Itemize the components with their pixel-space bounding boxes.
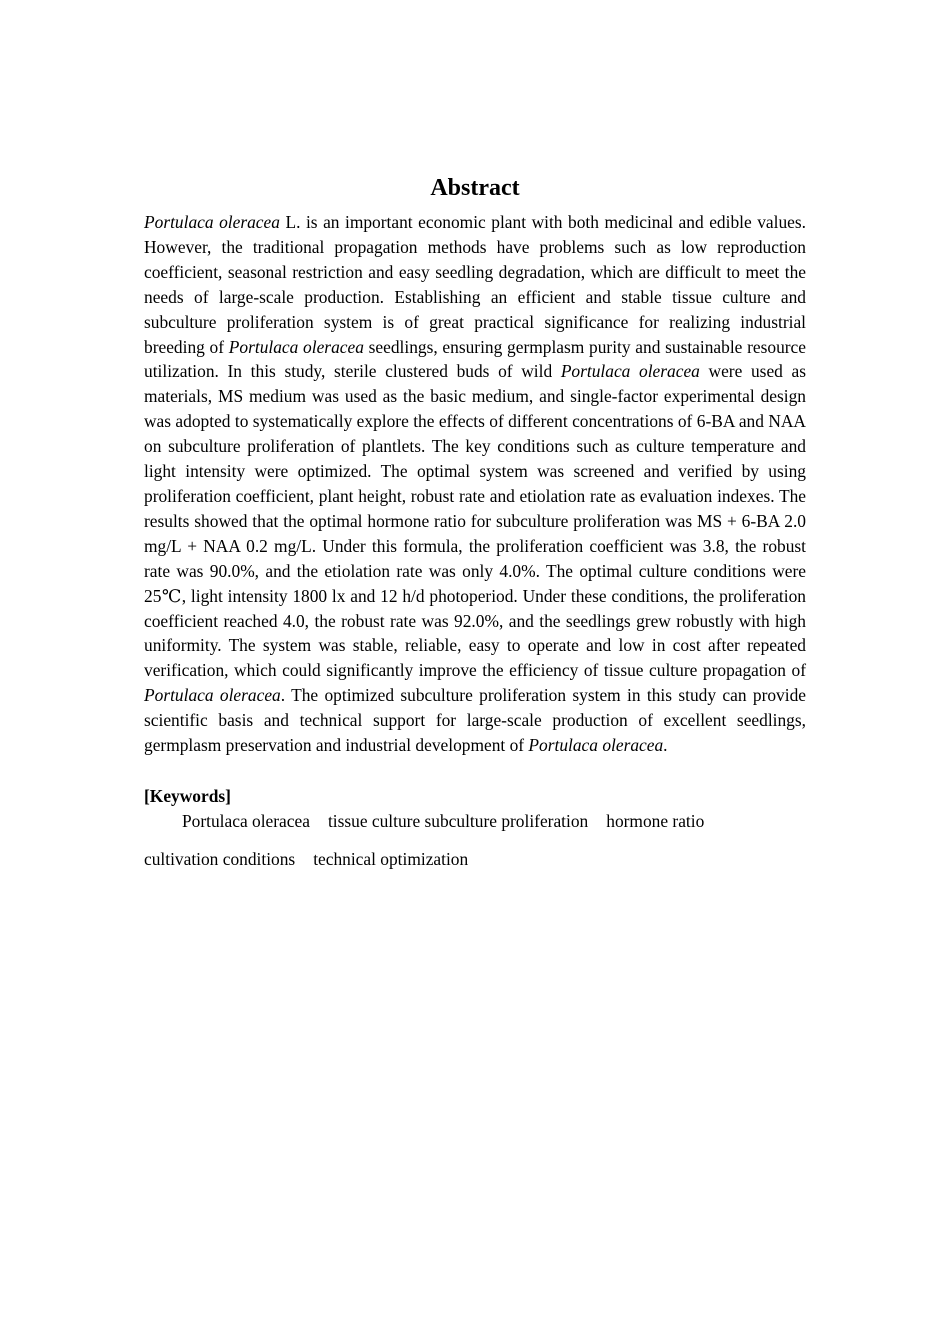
keyword-item: hormone ratio — [606, 810, 705, 831]
species-name: Portulaca oleracea — [144, 212, 280, 232]
keywords-heading: [Keywords] — [144, 785, 231, 806]
keyword-item: tissue culture subculture proliferation — [327, 810, 589, 831]
abstract-text: . The optimized subculture proliferation system in this study can provide scientific basis and technical support for large-scale production of excellent seedlings, germplasm preservation and industrial development of — [144, 685, 806, 756]
species-name: Portulaca oleracea — [144, 685, 281, 706]
keyword-item: technical optimization — [313, 848, 469, 869]
abstract-text: L. is an important economic plant with both medicinal and edible values. However, the traditional propagation methods have problems such as low reproduction coefficient, seasonal restriction and easy seedling degradation, which are difficult to meet the needs of large-scale production. Establishing an efficient and stable tissue culture and subculture proliferation system is of great practical significance for realizing industrial breeding of — [144, 212, 806, 357]
abstract-text: . — [663, 735, 668, 756]
abstract-text: seedlings, ensuring germplasm purity and sustainable resource utilization. In this study, sterile clustered buds of wild — [144, 336, 806, 382]
abstract-title: Abstract — [430, 175, 520, 201]
keywords-line — [144, 847, 806, 871]
abstract-text: were used as materials, MS medium was used as the basic medium, and single-factor experimental design was adopted to systematically explore the effects of different concentrations of 6-BA and NAA on subculture proliferation of plantlets. The key conditions such as culture temperature and light intensity were optimized. The optimal system was screened and verified by using proliferation coefficient, plant height, robust rate and etiolation rate as evaluation indexes. The results showed that the optimal hormone ratio for subculture proliferation was MS + 6-BA 2.0 mg/L + NAA 0.2 mg/L. Under this formula, the proliferation coefficient was 3.8, the robust rate was 90.0%, and the etiolation rate was only 4.0%. The optimal culture conditions were 25℃, light intensity 1800 lx and 12 h/d photoperiod. Under these conditions, the proliferation coefficient reached 4.0, the robust rate was 92.0%, and the seedlings grew robustly with high uniformity. The system was stable, reliable, easy to operate and low in cost after repeated verification, which could significantly improve the efficiency of tissue culture propagation of — [144, 361, 806, 681]
keyword-item: Portulaca oleracea — [182, 810, 310, 831]
species-name: Portulaca oleracea — [528, 735, 664, 756]
species-name: Portulaca oleracea — [228, 336, 364, 357]
abstract-page — [144, 170, 806, 871]
species-name: Portulaca oleracea — [560, 361, 700, 382]
keywords-line — [144, 809, 806, 833]
keyword-item: cultivation conditions — [144, 848, 296, 869]
abstract-paragraph — [144, 210, 806, 758]
